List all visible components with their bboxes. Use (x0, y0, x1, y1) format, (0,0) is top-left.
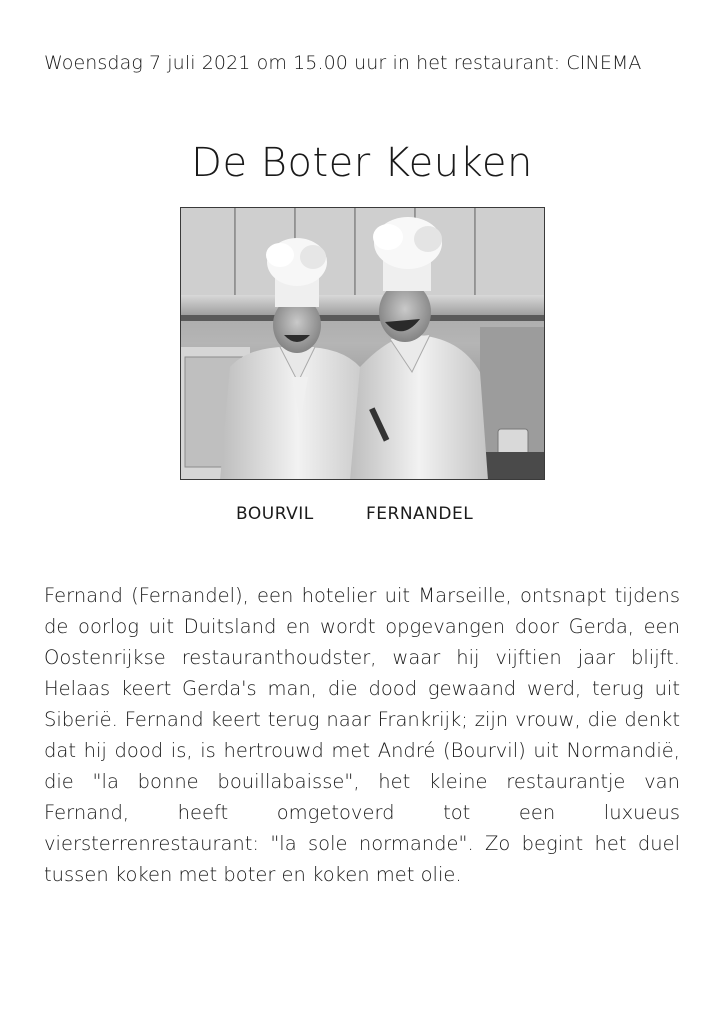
page-title: De Boter Keuken (191, 140, 533, 186)
synopsis-paragraph: Fernand (Fernandel), een hotelier uit Marseille, ontsnapt tijdens de oorlog uit Duitsland en wordt opgevangen door Gerda, een Oostenrijkse restauranthoudster, waar hij vijftien jaar blijft. Helaas keert Gerda's man, die dood gewaand werd, terug uit Siberië. Fernand keert terug naar Frankrijk; zijn vrouw, die denkt dat hij dood is, is hertrouwd met André (Bourvil) uit Normandië, die "la bonne bouillabaisse", het kleine restaurantje van Fernand, heeft omgetoverd tot een luxueus viersterrenrestaurant: "la sole normande". Zo begint het duel tussen koken met boter en koken met olie. (44, 584, 680, 886)
caption-bourvil: BOURVIL (236, 504, 314, 524)
caption-fernandel: FERNANDEL (366, 504, 474, 524)
event-date-line: Woensdag 7 juli 2021 om 15.00 uur in het restaurant: CINEMA (44, 52, 642, 74)
film-still-photo (180, 207, 545, 480)
